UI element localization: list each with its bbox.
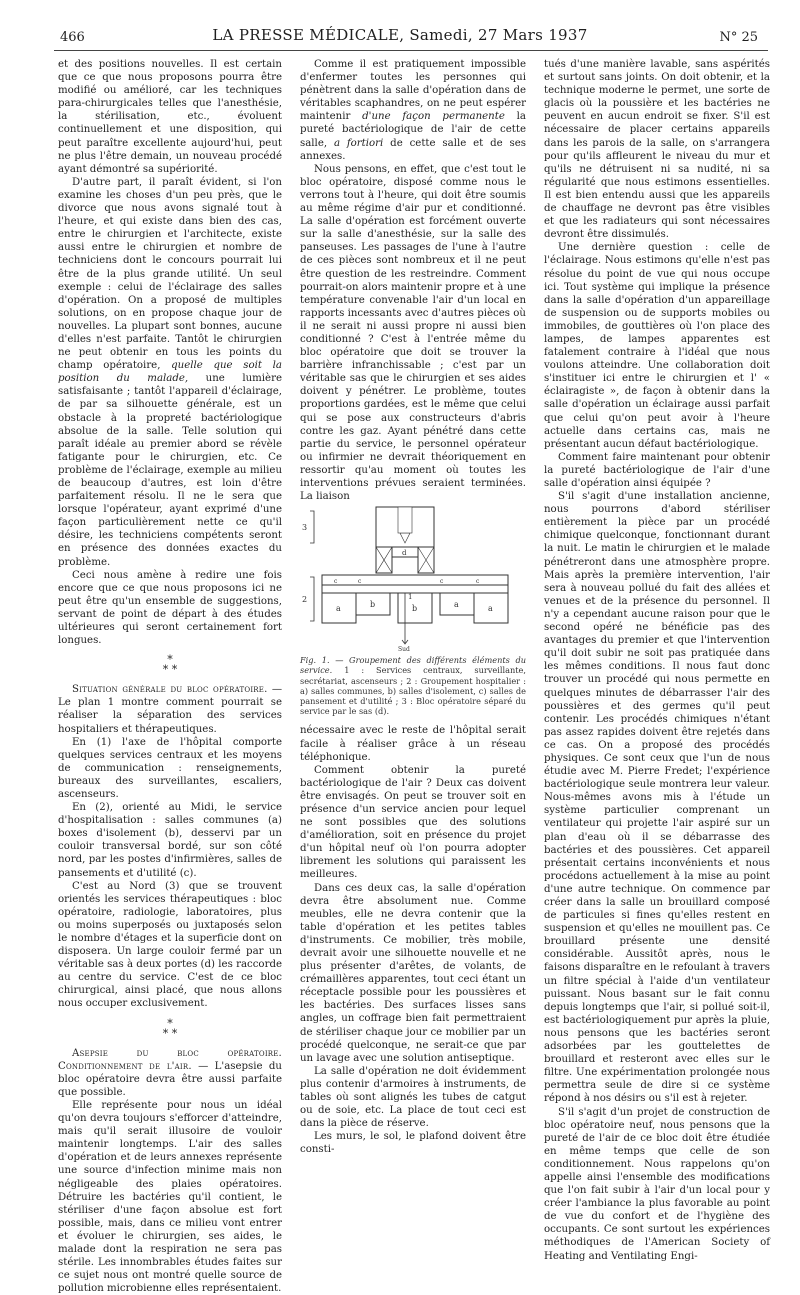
label-c: c xyxy=(334,578,338,586)
figure-1 xyxy=(300,503,526,716)
svg-text:a: a xyxy=(454,600,459,610)
section-separator: * * * xyxy=(162,1016,178,1040)
svg-text:c: c xyxy=(440,578,444,586)
header-rule xyxy=(54,50,768,51)
paragraph: Asepsie du bloc opératoire. Conditionnement de l'air. — L'asepsie du bloc opératoire devra être aussi parfaite que possible. xyxy=(58,1047,282,1098)
floor-plan-diagram xyxy=(300,503,526,653)
section-heading: Situation générale du bloc opératoire. xyxy=(72,684,268,696)
page-header xyxy=(0,0,800,60)
issue-number: N° 25 xyxy=(719,30,758,45)
paragraph: Elle représente pour nous un idéal qu'on devra toujours s'efforcer d'atteindre, mais qu'il serait illusoire de vouloir maintenir longtemps. L'air des salles d'opération et de leurs annexes représente une source d'infection minime mais non négligeable des plaies opératoires. Détruire les bactéries qu'il contient, le stériliser d'une façon absolue est fort possible, mais, dans ce milieu vont entrer et évoluer le chirurgien, ses aides, le malade dont la respiration ne sera pas stérile. Les innombrables études faites sur ce sujet nous ont montré quelle source de pollution microbienne elles représentaient. xyxy=(58,1099,282,1295)
label-3: 3 xyxy=(302,523,308,533)
paragraph: Une dernière question : celle de l'éclairage. Nous estimons qu'elle n'est pas résolue du point de vue qui nous occupe ici. Tout système qui implique la présence dans la salle d'opération d'un appareillage de suspension ou de supports mobiles ou immobiles, de gouttières où l'on place des lampes, de lampes apparentes est fatalement contraire à l'idéal que nous voulons atteindre. Une collaboration doit s'instituer ici entre le chirurgien et l' « éclairagiste », de façon à obtenir dans la salle d'opération un éclairage aussi parfait que celui qu'on peut avoir à l'heure actuelle dans certains cas, mais ne présentant aucun défaut bactériologique. xyxy=(544,242,770,450)
label-south: Sud xyxy=(398,646,410,654)
paragraph: tués d'une manière lavable, sans aspérités et surtout sans joints. On doit obtenir, et la technique moderne le permet, une sorte de glacis où la poussière et les bactéries ne peuvent en aucun endroit se fixer. S'il est nécessaire de placer certains appareils dans les parois de la salle, on s'arrangera pour qu'ils affleurent le niveau du mur et qu'ils ne détruisent ni sa nudité, ni sa régularité que nous estimons essentielles. Il est bien entendu aussi que les appareils de chauffage ne devront pas être visibles et que les radiateurs qui sont nécessaires devront être dissimulés. xyxy=(544,59,770,241)
paragraph: En (2), orienté au Midi, le service d'hospitalisation : salles communes (a) boxes d'isolement (b), desservi par un couloir transversal bordé, sur son côté nord, par les postes d'infirmières, salles de pansements et d'utilité (c). xyxy=(58,802,282,879)
section-heading: Asepsie du bloc opératoire. Conditionnement de l'air. xyxy=(58,1047,282,1072)
paragraph: S'il s'agit d'un projet de construction de bloc opératoire neuf, nous pensons que la pureté de l'air de ce bloc doit être étudiée en même temps que celle de son conditionnement. Nous rappelons qu'on appelle ainsi l'ensemble des modifications que l'on fait subir à l'air d'un local pour y créer l'ambiance la plus favorable au point de vue du confort et de l'hygiène des occupants. Ce sont surtout les expériences méthodiques de l'American Society of Heating and Ventilating Engi- xyxy=(544,1106,770,1262)
label-1: 1 xyxy=(408,593,413,602)
paragraph: S'il s'agit d'une installation ancienne, nous pourrons d'abord stériliser entièrement la pièce par un procédé chimique quelconque, fonctionnant durant la nuit. Le matin le chirurgien et le malade pénétreront dans une atmosphère propre. Mais après la première intervention, l'air sera à nouveau pollué du fait des allées et venues et de la présence du personnel. Il n'y a cependant aucune raison pour que le second opéré ne bénéficie pas des avantages du premier et que l'intervention qu'il doit subir ne soit pas pratiquée dans les mêmes conditions. Il nous faut donc trouver un procédé qui nous permette en quelques minutes de débarrasser l'air des poussières et des germes qu'il peut contenir. Les procédés chimiques n'étant pas assez rapides doivent être rejetés dans ce cas. On a proposé des procédés physiques. Ce sont ceux que l'un de nous étudie avec M. Pierre Fredet; l'expérience bactériologique seule montrera leur valeur. Nous-mêmes avons mis à l'étude un système particulier comprenant un ventilateur qui projette l'air aspiré sur un plan d'eau où il se débarrasse des bactéries et des poussières. Cet appareil présentait certains inconvénients et nous procédons actuellement à la mise au point d'une autre technique. On commence par créer dans la salle un brouillard composé de particules si fines qu'elles restent en suspension et qu'elles ne mouillent pas. Ce brouillard présente une densité considérable. Aussitôt après, nous le faisons disparaître en le refoulant à travers un filtre spécial à l'aide d'un ventilateur puissant. Nous basant sur le fait connu depuis longtemps que l'air, si pollué soit-il, est bactériologiquement pur après la pluie, nous pensons que les bactéries seront adsorbées par les gouttelettes de brouillard et resteront avec elles sur le filtre. Une expérimentation prolongée nous permettra seule de dire si ce système répond à nos désirs ou s'il est à rejeter. xyxy=(544,491,770,1105)
svg-text:b: b xyxy=(412,604,418,614)
column-3 xyxy=(544,58,770,1262)
paragraph: Comme il est pratiquement impossible d'enfermer toutes les personnes qui pénètrent dans la salle d'opération dans de véritables scaphandres, on ne peut espérer maintenir d'une façon permanente la pureté bactériologique de l'air de cette salle, a fortiori de cette salle et de ses annexes. xyxy=(300,59,526,162)
paragraph: et des positions nouvelles. Il est certain que ce que nous proposons pourra être modifié ou amélioré, car les techniques para-chirurgicales telles que l'anesthésie, la stérilisation, etc., évoluent continuellement et une disposition, qui peut paraître excellente aujourd'hui, peut ne plus l'être demain, un nouveau procédé ayant démontré sa supériorité. xyxy=(58,59,282,175)
label-d: d xyxy=(402,549,407,558)
label-b: b xyxy=(370,600,376,610)
paragraph: Ceci nous amène à redire une fois encore que ce que nous proposons ici ne peut être qu'un ensemble de suggestions, servant de point de départ à des études ultérieures qui seront certainement fort longues. xyxy=(58,569,282,647)
paragraph: nécessaire avec le reste de l'hôpital serait facile à réaliser grâce à un réseau téléphonique. xyxy=(300,725,526,763)
page-number: 466 xyxy=(60,30,85,45)
paragraph: En (1) l'axe de l'hôpital comporte quelques services centraux et les moyens de communication : renseignements, bureaux des surveillantes, escaliers, ascenseurs. xyxy=(58,736,282,800)
paragraph: Situation générale du bloc opératoire. — Le plan 1 montre comment pourrait se réaliser la séparation des services hospitaliers et thérapeutiques. xyxy=(58,684,282,735)
journal-name: LA PRESSE MÉDICALE, xyxy=(212,26,405,44)
paragraph: C'est au Nord (3) que se trouvent orientés les services thérapeutiques : bloc opératoire, radiologie, laboratoires, plus ou moins superposés ou juxtaposés selon le nombre d'étages et la superficie dont on disposera. Un large couloir fermé par un véritable sas à deux portes (d) les raccorde au centre du service. C'est de ce bloc chirurgical, ainsi placé, que nous allons nous occuper exclusivement. xyxy=(58,880,282,1010)
paragraph: Comment faire maintenant pour obtenir la pureté bactériologique de l'air d'une salle d'opération ainsi équipée ? xyxy=(544,451,770,489)
column-1 xyxy=(58,58,282,1295)
paragraph: La salle d'opération ne doit évidemment plus contenir d'armoires à instruments, de tables où sont alignés les tubes de catgut ou de soie, etc. La place de tout ceci est dans la pièce de réserve. xyxy=(300,1065,526,1130)
paragraph: Nous pensons, en effet, que c'est tout le bloc opératoire, disposé comme nous le verrons tout à l'heure, qui doit être soumis au même régime d'air pur et conditionné. La salle d'opération est forcément ouverte sur la salle d'anesthésie, sur la salle des panseuses. Les passages de l'une à l'autre de ces pièces sont nombreux et il ne peut être question de les restreindre. Comment pourrait-on alors maintenir propre et à une température convenable l'air d'un local en rapports incessants avec d'autres pièces où il ne serait ni aussi propre ni aussi bien conditionné ? C'est à l'entrée même du bloc opératoire que doit se trouver la barrière infranchissable ; c'est par un véritable sas que le chirurgien et ses aides doivent y pénétrer. Le problème, toutes proportions gardées, est le même que celui qui se pose aux constructeurs d'abris contre les gaz. Ayant pénétré dans cette partie du service, le personnel opérateur ou infirmier ne devrait théoriquement en ressortir qu'au moment où toutes les interventions prévues seraient terminées. La liaison xyxy=(300,163,526,503)
paragraph: Les murs, le sol, le plafond doivent être consti- xyxy=(300,1131,526,1156)
issue-date: Samedi, 27 Mars 1937 xyxy=(409,26,588,44)
paragraph: Comment obtenir la pureté bactériologique de l'air ? Deux cas doivent être envisagés. On peut se trouver soit en présence d'un service ancien pour lequel ne sont possibles que des solutions d'amélioration, soit en présence du projet d'un hôpital neuf où l'on pourra adopter librement les solutions qui paraissent les meilleures. xyxy=(300,764,526,881)
svg-text:a: a xyxy=(488,604,493,614)
running-title xyxy=(0,26,800,44)
svg-text:c: c xyxy=(476,578,480,586)
svg-text:c: c xyxy=(358,578,362,586)
paragraph: D'autre part, il paraît évident, si l'on examine les choses d'un peu près, que le divorce que nous avons signalé tout à l'heure, et qui existe dans bien des cas, entre le chirurgien et l'architecte, existe aussi entre le chirurgien et nombre de techniciens dont le concours pourrait lui être de la plus grande utilité. Un seul exemple : celui de l'éclairage des salles d'opération. On a proposé de multiples solutions, on en propose chaque jour de nouvelles. La plupart sont bonnes, aucune d'elles n'est parfaite. Tantôt le chirurgien ne peut obtenir en tous les points du champ opératoire, quelle que soit la position du malade, une lumière satisfaisante ; tantôt l'appareil d'éclairage, de par sa silhouette générale, est un obstacle à la propreté bactériologique absolue de la salle. Telle solution qui paraît idéale au premier abord se révèle fatigante pour le chirurgien, etc. Ce problème de l'éclairage, exemple au milieu de beaucoup d'autres, est loin d'être parfaitement résolu. Il ne le sera que lorsque l'opérateur, ayant exprimé d'une façon particulièrement nette ce qu'il désire, les techniciens compétents seront en présence des données exactes du problème. xyxy=(58,176,282,568)
paragraph: Dans ces deux cas, la salle d'opération devra être absolument nue. Comme meubles, elle ne devra contenir que la table d'opération et les petites tables d'instruments. Ce mobilier, très mobile, devrait avoir une silhouette nouvelle et ne plus présenter d'arêtes, de volants, de crémaillères apparentes, tout ceci étant un réceptacle possible pour les poussières et les bactéries. Des surfaces lisses sans angles, un coffrage bien fait permettraient de stériliser chaque jour ce mobilier par un procédé quelconque, ne serait-ce que par un lavage avec une solution antiseptique. xyxy=(300,882,526,1064)
figure-caption: Fig. 1. — Groupement des différents éléments du service. 1 : Services centraux, surveillante, secrétariat, ascenseurs ; 2 : Groupement hospitalier : a) salles communes, b) salles d'isolement, c) salles de pansement et d'utilité ; 3 : Bloc opératoire séparé du service par le sas (d). xyxy=(300,655,527,717)
label-2: 2 xyxy=(302,595,308,605)
section-separator: * * * xyxy=(162,653,178,677)
label-a: a xyxy=(336,604,341,614)
column-2 xyxy=(300,58,527,1156)
